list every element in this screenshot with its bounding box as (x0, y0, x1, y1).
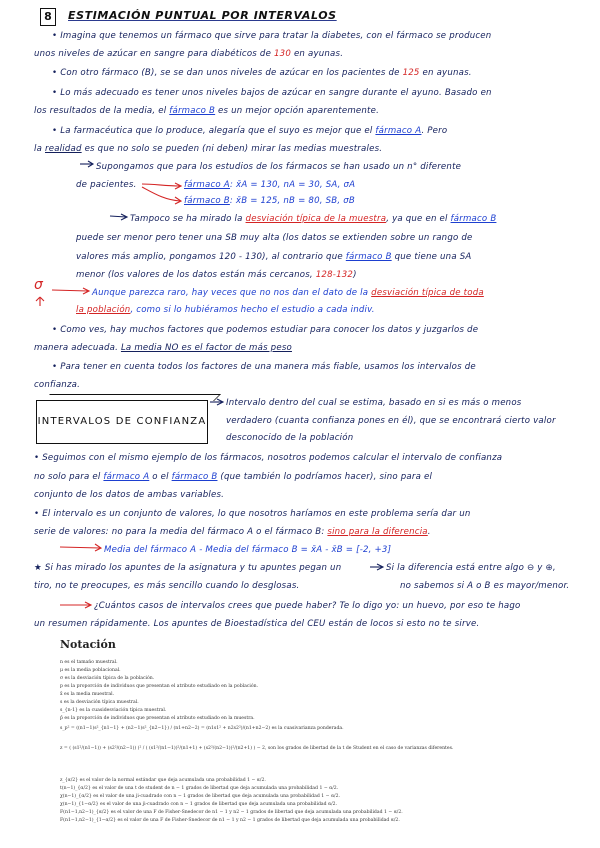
line-20: • Seguimos con el mismo ejemplo de los fármacos, nosotros podemos calcular el intervalo de confianza (34, 453, 503, 463)
notation-item: s_{n-1} es la cuasidesviación típica muestral. (60, 708, 167, 713)
line-11: puede ser menor pero tener una SB muy alta (los datos se extienden sobre un rango de (76, 233, 473, 243)
line-18: • Para tener en cuenta todos los factores de una manera más fiable, usamos los intervalos de (52, 362, 476, 372)
confidence-intervals-box: INTERVALOS DE CONFIANZA (36, 400, 208, 444)
notation-item: t(n−1)_{α/2} es el valor de una t de student de n − 1 grados de libertad que deja acumulada una probabilidad 1 − α/2. (60, 786, 339, 791)
notation-item: z_{α/2} es el valor de la normal estándar que deja acumulada una probabilidad 1 − α/2. (60, 778, 266, 783)
arrow-to-farmaco-a (142, 184, 180, 186)
value-130: 130 (274, 49, 292, 59)
notation-item: F(n1−1,n2−1)_{1−α/2} es el valor de una F de Fisher-Snedecor de n1 − 1 y n2 − 1 grados de libertad que deja acumulada una probabilidad α/2. (60, 818, 400, 823)
line-19: confianza. (34, 380, 81, 390)
difference-interval: Media del fármaco A - Media del fármaco B = x̄A - x̄B = [-2, +3] (104, 545, 392, 555)
line-13: menor (los valores de los datos están más cercanos, 128-132) (76, 270, 357, 280)
sigma-annotation: σ (34, 277, 44, 293)
ic-definition-3: desconocido de la población (226, 433, 354, 443)
line-3: • Con otro fármaco (B), se se dan unos niveles de azúcar en los pacientes de 125 en ayunas. (52, 68, 472, 78)
notation-item: σ es la desviación típica de la población. (60, 676, 155, 681)
line-4: • Lo más adecuado es tener unos niveles bajos de azúcar en sangre durante el ayuno. Basado en (52, 88, 492, 98)
arrow-tampoco (110, 216, 126, 217)
line-22: conjunto de los datos de ambas variables. (34, 490, 225, 500)
notation-section (56, 638, 556, 838)
line-23: • El intervalo es un conjunto de valores, lo que nosotros haríamos en este problema sería dar un (34, 509, 471, 519)
value-125: 125 (402, 68, 420, 78)
line-7: la realidad es que no solo se pueden (ni deben) mirar las medias muestrales. (34, 144, 383, 154)
notation-item: p es la proporción de individuos que presentan el atributo estudiado en la población. (60, 684, 259, 689)
line-26b: Si la diferencia está entre algo ⊖ y ⊕, (386, 563, 556, 573)
line-12: valores más amplio, pongamos 120 - 130), al contrario que fármaco B que tiene una SA (76, 252, 472, 262)
line-6: • La farmacéutica que lo produce, alegaría que el suyo es mejor que el fármaco A. Pero (52, 126, 448, 136)
arrow-media-diferencia (60, 547, 100, 548)
line-2: unos niveles de azúcar en sangre para diabéticos de 130 en ayunas. (34, 49, 344, 59)
notation-item: n es el tamaño muestral. (60, 660, 118, 665)
notation-item: p̂ es la proporción de individuos que presentan el atributo estudiado en la muestra. (60, 716, 255, 721)
line-26a: ★ Si has mirado los apuntes de la asignatura y tu apuntes pegan un (34, 563, 342, 573)
line-14: Aunque parezca raro, hay veces que no nos dan el dato de la desviación típica de toda (92, 288, 484, 298)
notation-item: χ(n−1)_{1−α/2} es el valor de una ji-cuadrado con n − 1 grados de libertad que deja acumulada una probabilidad α/2. (60, 802, 338, 807)
notation-item: χ(n−1)_{α/2} es el valor de una ji-cuadrado con n − 1 grados de libertad que deja acumulada una probabilidad 1 − α/2. (60, 794, 340, 799)
arrow-to-farmaco-b (142, 187, 180, 201)
page-title: ESTIMACIÓN PUNTUAL POR INTERVALOS (68, 9, 337, 22)
notation-item: F(n1−1,n2−1)_{α/2} es el valor de una F de Fisher-Snedecor de n1 − 1 y n2 − 1 grados de libertad que deja acumulada una probabilidad 1 − α/2. (60, 810, 403, 815)
line-17: manera adecuada. La media NO es el factor de más peso (34, 343, 292, 353)
notation-item: z = ( (s1²/(n1−1)) + (s2²/(n2−1)) )² / ( (s1²/(n1−1))²/(n1+1) + (s2²/(n2−1))²/(n2+1) ) − 2, son los grados de libertad de la t de Student en el caso de varianzas diferentes. (60, 746, 454, 751)
line-9: de pacientes. (76, 180, 137, 190)
notation-item: s_p² = ((n1−1)s²_{n1−1} + (n2−1)s²_{n2−1}) / (n1+n2−2) = (n1s1² + n2s2²)/(n1+n2−2) es la cuasivarianza ponderada. (60, 726, 344, 731)
line-27a: tiro, no te preocupes, es más sencillo cuando lo desglosas. (34, 581, 300, 591)
notation-heading: Notación (60, 638, 116, 651)
line-24: serie de valores: no para la media del fármaco A o el fármaco B: sino para la diferencia. (34, 527, 431, 537)
line-29: un resumen rápidamente. Los apuntes de Bioestadística del CEU están de locos si esto no te sirve. (34, 619, 480, 629)
line-16: • Como ves, hay muchos factores que podemos estudiar para conocer los datos y juzgarlos de (52, 325, 479, 335)
line-10: Tampoco se ha mirado la desviación típica de la muestra, ya que en el fármaco B (130, 214, 497, 224)
line-1: • Imagina que tenemos un fármaco que sirve para tratar la diabetes, con el fármaco se producen (52, 31, 492, 41)
line-28: ¿Cuántos casos de intervalos crees que puede haber? Te lo digo yo: un huevo, por eso te hago (94, 601, 521, 611)
formula-farmaco-a: fármaco A: x̄A = 130, nA = 30, SA, σA (184, 180, 356, 190)
line-5: los resultados de la media, el fármaco B es un mejor opción aparentemente. (34, 106, 380, 116)
line-27b: no sabemos si A o B es mayor/menor. (400, 581, 570, 591)
notation-item: x̄ es la media muestral. (60, 692, 115, 697)
line-21: no solo para el fármaco A o el fármaco B (que también lo podríamos hacer), sino para el (34, 472, 433, 482)
ic-definition-2: verdadero (cuanta confianza pones en él), que se encontrará cierto valor (226, 416, 556, 426)
notation-item: μ es la media poblacional. (60, 668, 121, 673)
page-number-box: 8 (40, 8, 56, 26)
formula-farmaco-b: fármaco B: x̄B = 125, nB = 80, SB, σB (184, 196, 355, 206)
arrow-aunque (52, 290, 88, 291)
ic-definition-1: Intervalo dentro del cual se estima, basado en si es más o menos (226, 398, 522, 408)
notation-item: s es la desviación típica muestral. (60, 700, 139, 705)
line-15: la población, como si lo hubiéramos hecho el estudio a cada indiv. (76, 305, 375, 315)
line-8: Supongamos que para los estudios de los fármacos se han usado un n° diferente (96, 162, 462, 172)
